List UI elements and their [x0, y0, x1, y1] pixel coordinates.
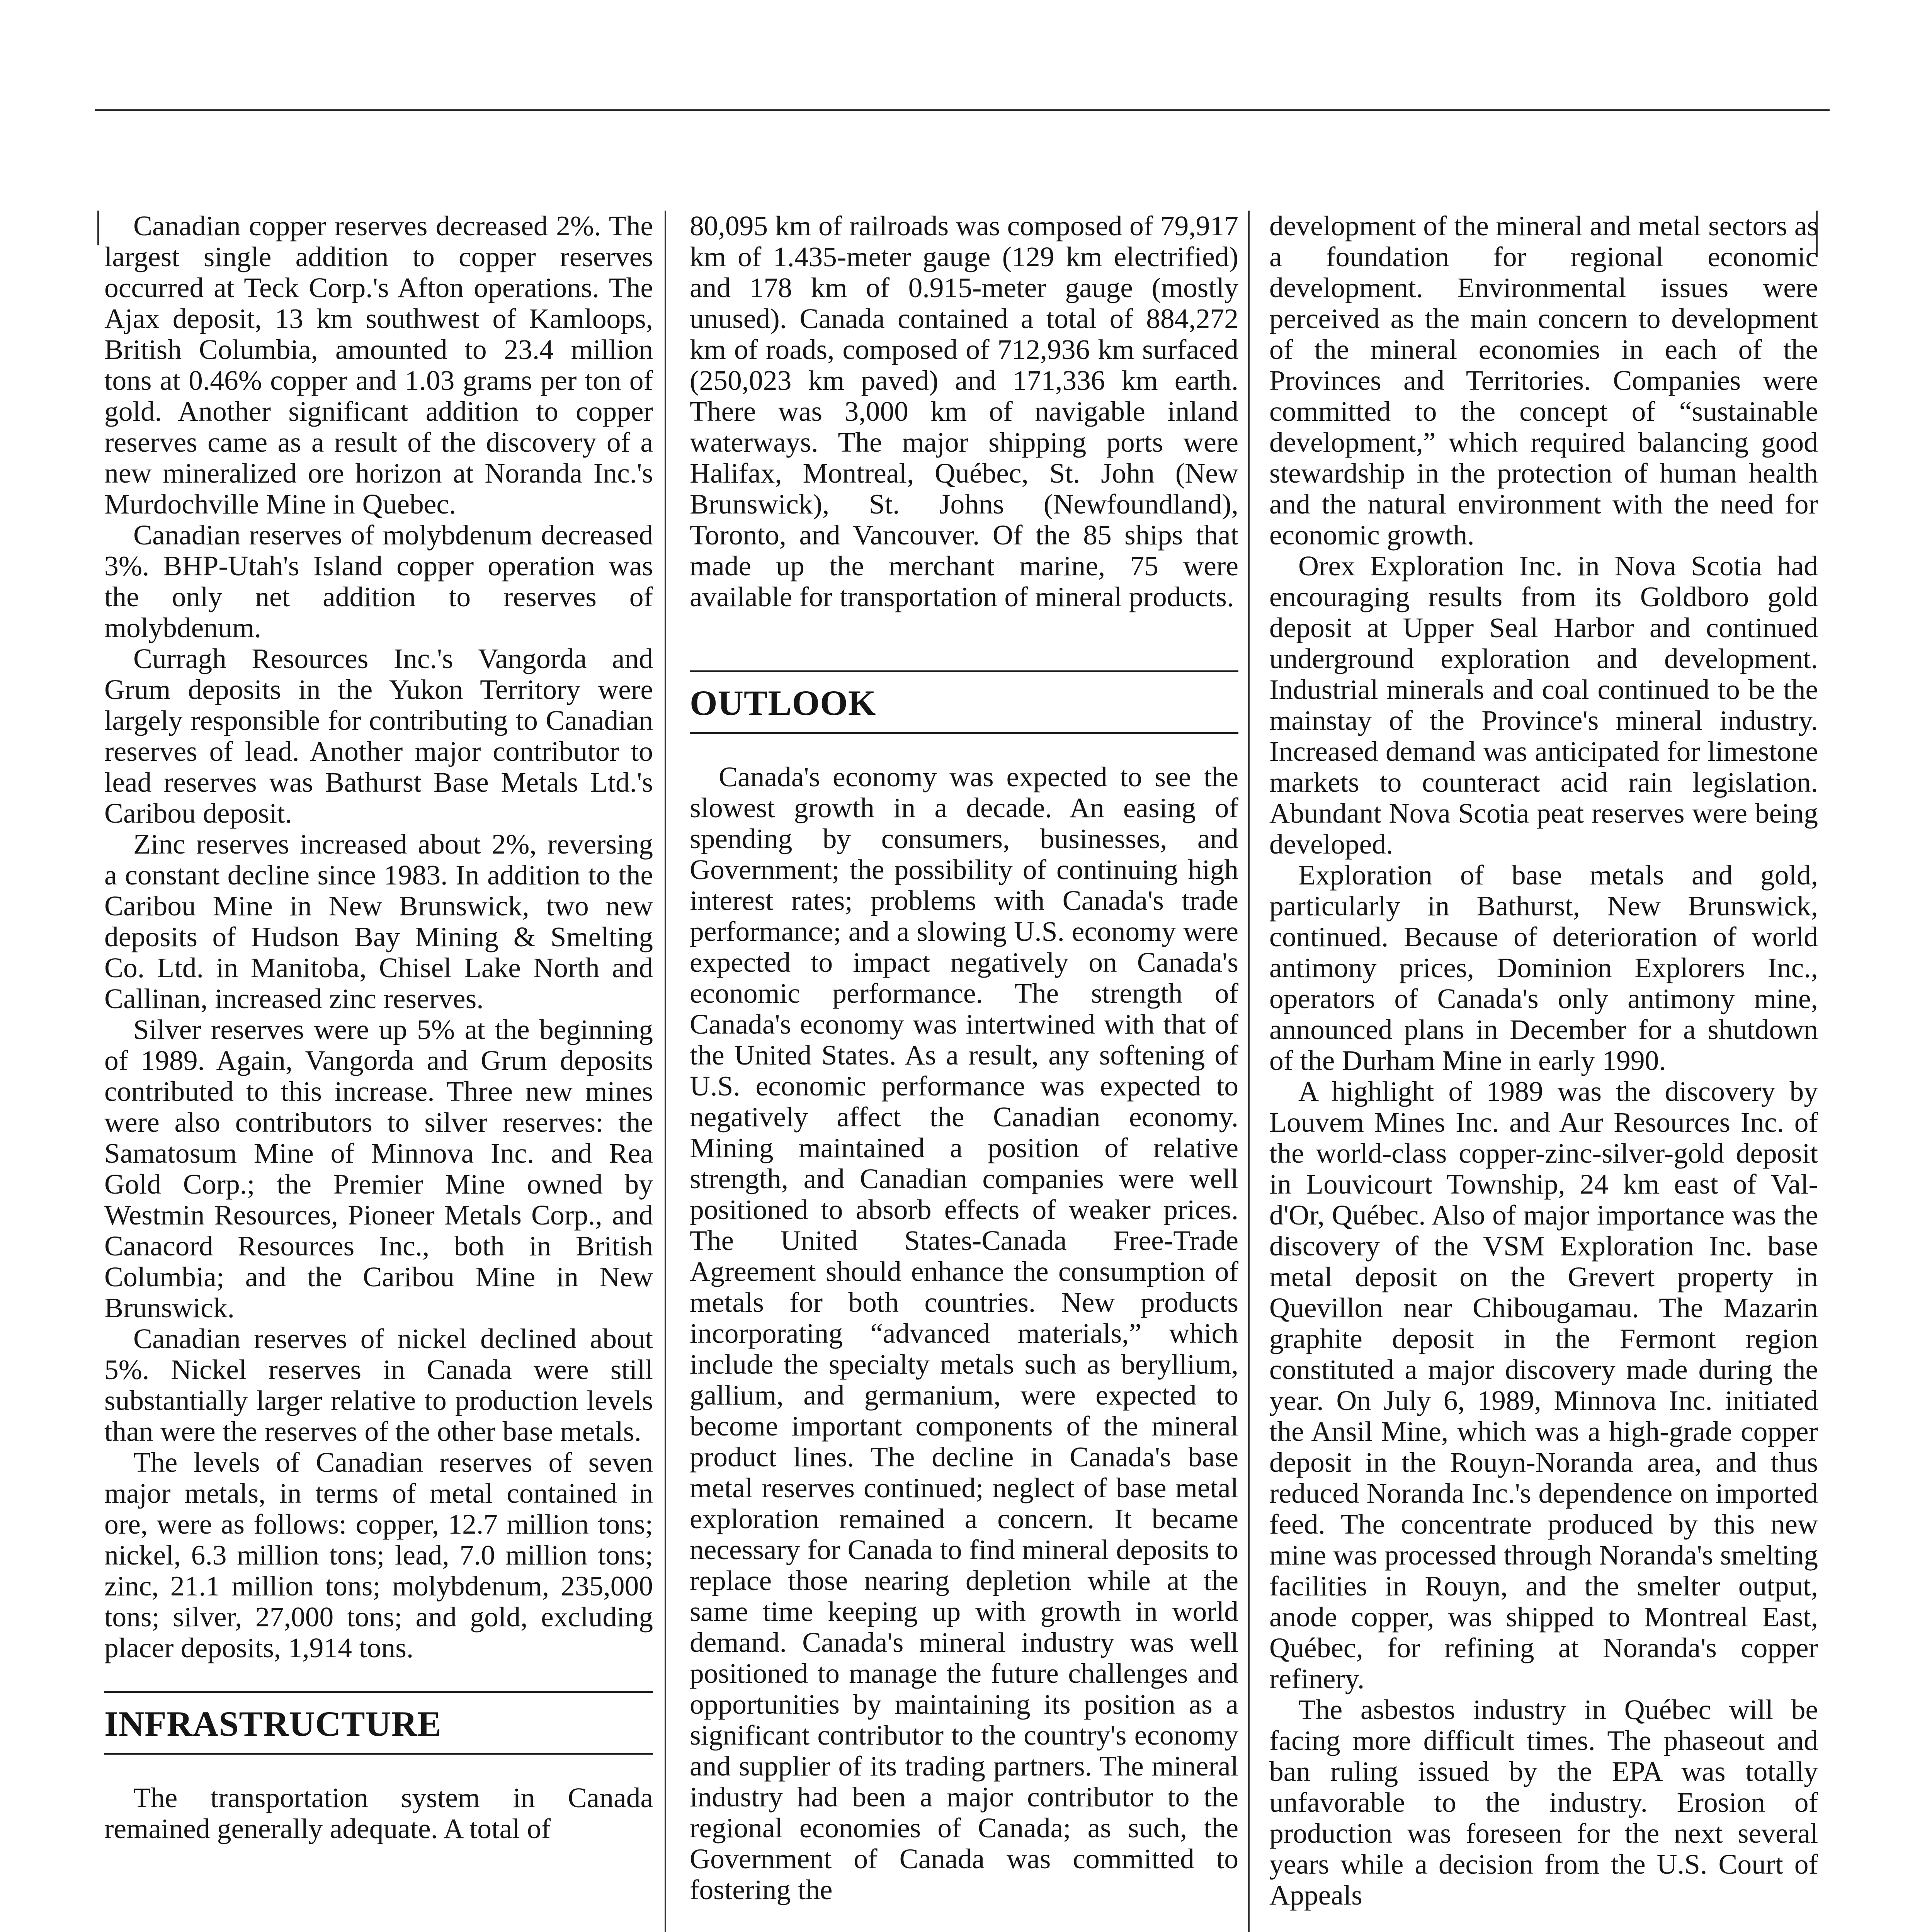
column-divider — [1248, 211, 1250, 1932]
column-2 — [690, 211, 1238, 1905]
paragraph: Exploration of base metals and gold, particularly in Bathurst, New Brunswick, continued. Because of deterioration of world antimony prices, Dominion Explorers Inc., operators of Canada's only antimony mine, announced plans in December for a shutdown of the Durham Mine in early 1990. — [1269, 859, 1818, 1076]
paragraph: The asbestos industry in Québec will be facing more difficult times. The phaseout and ban ruling issued by the EPA was totally unfavorable to the industry. Erosion of production was foreseen for the next several years while a decision from the U.S. Court of Appeals — [1269, 1694, 1818, 1911]
column-3 — [1269, 211, 1818, 1911]
heading-rule-bottom — [104, 1753, 653, 1755]
section-heading-outlook — [690, 670, 1238, 734]
heading-rule-top — [690, 670, 1238, 672]
paragraph: Orex Exploration Inc. in Nova Scotia had encouraging results from its Goldboro gold deposit at Upper Seal Harbor and continued underground exploration and development. Industrial minerals and coal continued to be the mainstay of the Province's mineral industry. Increased demand was anticipated for limestone markets to counteract acid rain legislation. Abundant Nova Scotia peat reserves were being developed. — [1269, 550, 1818, 860]
paragraph: A highlight of 1989 was the discovery by Louvem Mines Inc. and Aur Resources Inc. of the world-class copper-zinc-silver-gold deposit in Louvicourt Township, 24 km east of Val-d'Or, Québec. Also of major importance was the discovery of the VSM Exploration Inc. base metal deposit on the Grevert property in Quevillon near Chibougamau. The Mazarin graphite deposit in the Fermont region constituted a major discovery made during the year. On July 6, 1989, Minnova Inc. initiated the Ansil Mine, which was a high-grade copper deposit in the Rouyn-Noranda area, and thus reduced Noranda Inc.'s dependence on imported feed. The concentrate produced by this new mine was processed through Noranda's smelting facilities in Rouyn, and the smelter output, anode copper, was shipped to Montreal East, Québec, for refining at Noranda's copper refinery. — [1269, 1076, 1818, 1694]
heading-rule-bottom — [690, 732, 1238, 734]
section-title: OUTLOOK — [690, 683, 876, 723]
paragraph: Canadian reserves of molybdenum decreased 3%. BHP-Utah's Island copper operation was the only net addition to reserves of molybdenum. — [104, 519, 653, 643]
paragraph: Zinc reserves increased about 2%, reversing a constant decline since 1983. In addition to the Caribou Mine in New Brunswick, two new deposits of Hudson Bay Mining & Smelting Co. Ltd. in Manitoba, Chisel Lake North and Callinan, increased zinc reserves. — [104, 828, 653, 1014]
paragraph: development of the mineral and metal sectors as a foundation for regional economic development. Environmental issues were perceived as the main concern to development of the mineral economies in each of the Provinces and Territories. Companies were committed to the concept of “sustainable development,” which required balancing good stewardship in the protection of human health and the natural environment with the need for economic growth. — [1269, 210, 1818, 551]
paragraph: Canadian reserves of nickel declined about 5%. Nickel reserves in Canada were still substantially larger relative to production levels than were the reserves of the other base metals. — [104, 1323, 653, 1447]
paragraph: Curragh Resources Inc.'s Vangorda and Grum deposits in the Yukon Territory were largely responsible for contributing to Canadian reserves of lead. Another major contributor to lead reserves was Bathurst Base Metals Ltd.'s Caribou deposit. — [104, 643, 653, 829]
paragraph: 80,095 km of railroads was composed of 79,917 km of 1.435-meter gauge (129 km electrified) and 178 km of 0.915-meter gauge (mostly unused). Canada contained a total of 884,272 km of roads, composed of 712,936 km surfaced (250,023 km paved) and 171,336 km earth. There was 3,000 km of navigable inland waterways. The major shipping ports were Halifax, Montreal, Québec, St. John (New Brunswick), St. Johns (Newfoundland), Toronto, and Vancouver. Of the 85 ships that made up the merchant marine, 75 were available for transportation of mineral products. — [690, 210, 1238, 612]
column-1 — [104, 211, 653, 1844]
paragraph: Canada's economy was expected to see the slowest growth in a decade. An easing of spending by consumers, businesses, and Government; the possibility of continuing high interest rates; problems with Canada's trade performance; and a slowing U.S. economy were expected to impact negatively on Canada's economic performance. The strength of Canada's economy was intertwined with that of the United States. As a result, any softening of U.S. economic performance was expected to negatively affect the Canadian economy. Mining maintained a position of relative strength, and Canadian companies were well positioned to absorb effects of weaker prices. The United States-Canada Free-Trade Agreement should enhance the consumption of metals for both countries. New products incorporating “advanced materials,” which include the specialty metals such as beryllium, gallium, and germanium, were expected to become important components of the mineral product lines. The decline in Canada's base metal reserves continued; neglect of base metal exploration remained a concern. It became necessary for Canada to find mineral deposits to replace those nearing depletion while at the same time keeping up with growth in world demand. Canada's mineral industry was well positioned to manage the future challenges and opportunities by maintaining its position as a significant contributor to the country's economy and supplier of its trading partners. The mineral industry had been a major contributor to the regional economies of Canada; as such, the Government of Canada was committed to fostering the — [690, 761, 1238, 1905]
column-divider — [665, 211, 666, 1932]
paragraph: The transportation system in Canada remained generally adequate. A total of — [104, 1782, 653, 1844]
paragraph: Silver reserves were up 5% at the beginning of 1989. Again, Vangorda and Grum deposits contributed to this increase. Three new mines were also contributors to silver reserves: the Samatosum Mine of Minnova Inc. and Rea Gold Corp.; the Premier Mine owned by Westmin Resources, Pioneer Metals Corp., and Canacord Resources Inc., both in British Columbia; and the Caribou Mine in New Brunswick. — [104, 1014, 653, 1323]
column-divider — [97, 211, 99, 245]
section-heading-infrastructure — [104, 1691, 653, 1755]
paragraph: Canadian copper reserves decreased 2%. The largest single addition to copper reserves occurred at Teck Corp.'s Afton operations. The Ajax deposit, 13 km southwest of Kamloops, British Columbia, amounted to 23.4 million tons at 0.46% copper and 1.03 grams per ton of gold. Another significant addition to copper reserves came as a result of the discovery of a new mineralized ore horizon at Noranda Inc.'s Murdochville Mine in Quebec. — [104, 210, 653, 520]
heading-rule-top — [104, 1691, 653, 1693]
paragraph: The levels of Canadian reserves of seven major metals, in terms of metal contained in ore, were as follows: copper, 12.7 million tons; nickel, 6.3 million tons; lead, 7.0 million tons; zinc, 21.1 million tons; molybdenum, 235,000 tons; silver, 27,000 tons; and gold, excluding placer deposits, 1,914 tons. — [104, 1447, 653, 1663]
top-rule — [95, 109, 1830, 111]
section-title: INFRASTRUCTURE — [104, 1704, 442, 1743]
